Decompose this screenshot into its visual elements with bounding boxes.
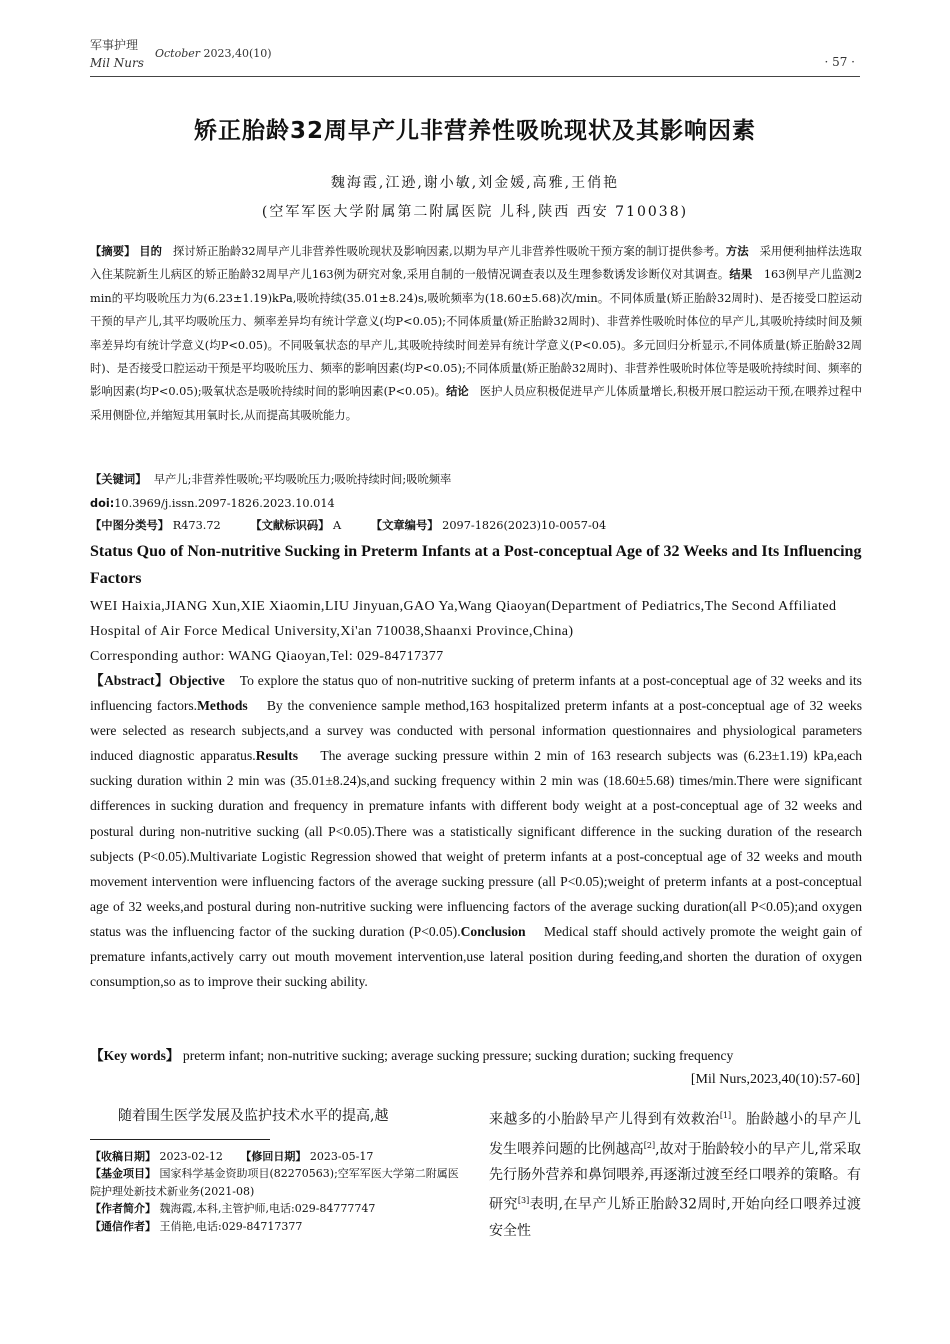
corresponding-text: 王俏艳,电话:029-84717377 (159, 1219, 303, 1233)
keywords-en-text: preterm infant; non-nutritive sucking; average sucking pressure; sucking duration; sucking frequency (182, 1048, 734, 1063)
body-text-2: 。胎龄越小的早产儿发生喂养问题的比例越高 (489, 1111, 862, 1158)
fund-label: 【基金项目】 (90, 1167, 156, 1181)
body-column-right (489, 1103, 861, 1244)
footnote-dates (90, 1148, 465, 1165)
article-title-cn: 矫正胎龄32周早产儿非营养性吸吮现状及其影响因素 (193, 118, 756, 144)
page-number: · 57 · (824, 55, 855, 69)
body-paragraph-right (489, 1103, 861, 1244)
keywords-label: 【关键词】 (90, 473, 147, 486)
reference-3[interactable]: [3] (517, 1196, 530, 1206)
journal-name-cn: 军事护理 (90, 38, 139, 52)
doc-code-value: A (333, 519, 342, 532)
abstract-label: 【摘要】 (90, 245, 136, 258)
conclusion-en-text: Medical staff should actively promote the weight gain of premature infants,actively carry out mouth movement intervention,use lateral position during feeding,and shorten the duration of oxygen consumption,so as to improve their sucking ability. (90, 923, 863, 990)
issue-volume: 2023,40(10) (200, 47, 272, 60)
objective-en-label: Objective (168, 673, 225, 688)
abstract-en (90, 668, 862, 994)
corresponding-author-en: Corresponding author: WANG Qiaoyan,Tel: 029-84717377 (90, 649, 444, 664)
classification-line (90, 517, 862, 535)
results-en-label: Results (255, 748, 298, 764)
revised-label: 【修回日期】 (240, 1150, 307, 1163)
authors-en: WEI Haixia,JIANG Xun,XIE Xiaomin,LIU Jinyuan,GAO Ya,Wang Qiaoyan(Department of Pediatrics,The Second Affiliated Hospital of Air Force Medical University,Xi'an 710038,Shaanxi Province,China) (90, 599, 837, 639)
doc-code-label: 【文献标识码】 (250, 519, 330, 532)
citation: [Mil Nurs,2023,40(10):57-60] (690, 1072, 860, 1087)
article-title-en: Status Quo of Non-nutritive Sucking in Preterm Infants at a Post-conceptual Age of 32 Weeks and Its Influencing Factors (90, 543, 862, 587)
body-text-1: 来越多的小胎龄早产儿得到有效救治 (489, 1111, 720, 1128)
objective-en-text: To explore the status quo of non-nutritive sucking of preterm infants at a post-conceptual age of 32 weeks and its influencing factors. (90, 673, 862, 714)
clc-value: R473.72 (172, 519, 221, 532)
methods-text: 采用便利抽样法选取入住某院新生儿病区的矫正胎龄32周早产儿163例为研究对象,采用自制的一般情况调查表以及生理参数诱发诊断仪对其调查。 (90, 245, 862, 282)
footnote-fund (90, 1165, 465, 1200)
objective-text: 探讨矫正胎龄32周早产儿非营养性吸吮现状及影响因素,以期为早产儿非营养性吸吮干预方案的制订提供参考。 (172, 245, 726, 258)
footnotes (90, 1148, 465, 1235)
author-bio-text: 魏海霞,本科,主管护师,电话:029-84777747 (159, 1202, 376, 1216)
body-text-4: 表明,在早产儿矫正胎龄32周时,开始向经口喂养过渡安全性 (489, 1196, 861, 1239)
keywords-text: 早产儿;非营养性吸吮;平均吸吮压力;吸吮持续时间;吸吮频率 (153, 473, 452, 486)
abstract-cn (90, 240, 862, 427)
revised-date: 2023-05-17 (309, 1150, 374, 1163)
body-column-left (90, 1103, 465, 1235)
corresponding-label: 【通信作者】 (90, 1219, 156, 1233)
methods-en-text: By the convenience sample method,163 hospitalized preterm infants at a post-conceptual age of 32 weeks were selected as research subjects,and a survey was conducted with personal information questionnaires and physiological parameters induced diagnostic apparatus. (90, 698, 862, 764)
article-no-label: 【文章编号】 (370, 519, 439, 532)
conclusion-label: 结论 (446, 385, 469, 399)
keywords-cn (90, 471, 862, 489)
conclusion-text: 医护人员应积极促进早产儿体质量增长,积极开展口腔运动干预,在喂养过程中采用侧卧位,并缩短其用氧时长,从而提高其吸吮能力。 (90, 385, 862, 422)
authors-en-block (90, 594, 862, 669)
affiliation-cn: (空军军医大学附属第二附属医院 儿科,陕西 西安 710038) (261, 204, 689, 220)
clc-label: 【中图分类号】 (90, 519, 170, 532)
authors-cn: 魏海霞,江逊,谢小敏,刘金媛,高雅,王俏艳 (330, 175, 620, 191)
received-date: 2023-02-12 (159, 1150, 223, 1163)
reference-2[interactable]: [2] (643, 1140, 656, 1150)
footnote-author (90, 1200, 465, 1217)
results-en-text: The average sucking pressure within 2 min of 163 research subjects was (6.23±1.19) kPa,each sucking duration within 2 min was (35.01±8.24)s,and sucking frequency within 2 min was (18.60±5.68) times/min.There were significant differences in sucking duration and frequency in premature infants with different body weight at a post-conceptual age of 32 weeks and postural during non-nutritive sucking (all P<0.05).There was a statistically significant difference in the sucking duration of the research subjects (P<0.05).Multivariate Logistic Regression showed that weight of preterm infants at a post-conceptual age of 32 weeks and mouth movement intervention were influencing factors of the average sucking pressure (all P<0.05);weight of preterm infants at a post-conceptual age of 32 weeks,and postural during non-nutritive sucking were influencing factors of the average sucking duration(all P<0.05);and oxygen status was the influencing factor of the sucking duration (P<0.05). (90, 748, 863, 939)
footnote-corresponding (90, 1218, 465, 1235)
article-no-value: 2097-1826(2023)10-0057-04 (442, 519, 607, 532)
issue-date (155, 47, 272, 60)
received-label: 【收稿日期】 (90, 1150, 156, 1163)
results-text: 163例早产儿监测2 min的平均吸吮压力为(6.23±1.19)kPa,吸吮持续(35.01±8.24)s,吸吮频率为(18.60±5.68)次/min。不同体质量(矫正胎龄32周时)、是否接受口腔运动干预的早产儿,其平均吸吮压力、频率差异均有统计学意义(均P<0.05);不同体质量(矫正胎龄32周时)、非营养性吸吮时体位的早产儿,其吸吮持续时间及频率差异均有统计学意义(均P<0.05)。不同吸氧状态的早产儿,其吸吮持续时间差异有统计学意义(P<0.05)。多元回归分析显示,不同体质量(矫正胎龄32周时)、是否接受口腔运动干预是平均吸吮压力、频率的影响因素(均P<0.05);不同体质量(矫正胎龄32周时)、非营养性吸吮时体位等是吸吮持续时间、频率的影响因素(均P<0.05);吸氧状态是吸吮持续时间的影响因素(P<0.05)。 (90, 268, 862, 399)
conclusion-en-label: Conclusion (460, 923, 526, 939)
issue-month: October (155, 47, 201, 60)
doi-value: 10.3969/j.issn.2097-1826.2023.10.014 (114, 497, 335, 510)
body-text-3: ,故对于胎龄较小的早产儿,常采取先行肠外营养和鼻饲喂养,再逐渐过渡至经口喂养的策略。有研究 (489, 1141, 862, 1213)
methods-label: 方法 (725, 245, 749, 258)
results-label: 结果 (729, 268, 753, 282)
doi-line (90, 495, 862, 513)
reference-1[interactable]: [1] (719, 1111, 732, 1120)
abstract-en-label: 【Abstract】 (90, 673, 169, 688)
keywords-en-label: 【Key words】 (90, 1048, 180, 1063)
footnote-divider (90, 1139, 270, 1140)
objective-label: 目的 (139, 245, 162, 258)
doi-label: doi: (90, 497, 115, 510)
journal-name-en: Mil Nurs (90, 56, 144, 70)
author-bio-label: 【作者简介】 (90, 1202, 156, 1216)
header-divider (90, 76, 860, 77)
fund-text: 国家科学基金资助项目(82270563);空军军医大学第二附属医院护理处新技术新业务(2021-08) (90, 1167, 459, 1198)
methods-en-label: Methods (197, 698, 248, 714)
keywords-en (90, 1046, 862, 1066)
body-paragraph-left: 随着围生医学发展及监护技术水平的提高,越 (118, 1108, 389, 1124)
journal-name (90, 36, 144, 72)
